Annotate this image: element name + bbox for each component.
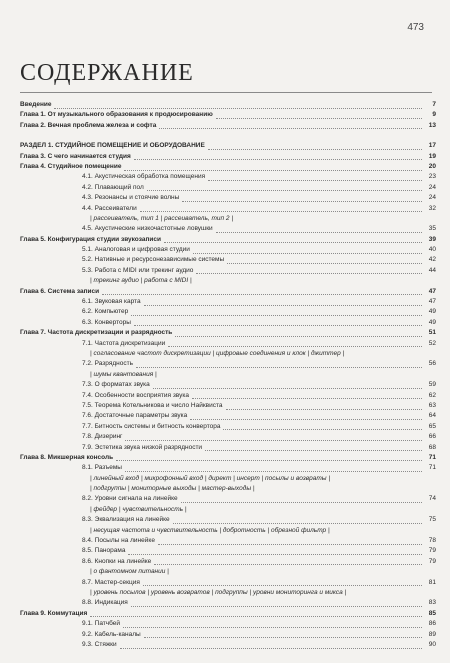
toc-page-number: 51 (428, 329, 436, 337)
toc-page-number: 47 (428, 298, 436, 306)
toc-section (20, 245, 436, 255)
toc-page-number: 19 (428, 152, 436, 160)
toc-section (20, 401, 436, 411)
toc-page-number: 63 (428, 401, 436, 409)
toc-leader-dots (192, 398, 422, 399)
toc-page-number: 75 (428, 516, 436, 524)
toc-leader-dots (134, 159, 422, 160)
toc-leader-dots (144, 637, 422, 638)
toc-chapter (20, 287, 436, 297)
toc-keywords (20, 526, 436, 536)
toc-spacer (20, 131, 436, 141)
toc-section (20, 183, 436, 193)
toc-page-number: 39 (428, 235, 436, 243)
toc-page-number: 62 (428, 391, 436, 399)
toc-section (20, 536, 436, 546)
toc-entry-title: 5.2. Нативные и ресурсонезависимые системы (82, 256, 225, 264)
toc-entry-title: | несущая частота и чувствительность | добротность | обрезной фильтр | (90, 526, 330, 534)
toc-section (20, 307, 436, 317)
toc-section (20, 640, 436, 650)
toc-leader-dots (223, 429, 422, 430)
toc-section (20, 224, 436, 234)
toc-section (20, 619, 436, 629)
toc-entry-title: 6.2. Компьютер (82, 308, 129, 316)
toc-entry-title: 8.8. Индикация (82, 599, 128, 607)
toc-entry-title: 7.9. Эстетика звука низкой разрядности (82, 443, 203, 451)
toc-chapter (20, 453, 436, 463)
toc-page-number: 35 (428, 225, 436, 233)
toc-leader-dots (193, 253, 422, 254)
toc-entry-title: 8.5. Панорама (82, 547, 126, 555)
toc-leader-dots (154, 564, 422, 565)
toc-leader-dots (216, 118, 422, 119)
toc-leader-dots (208, 149, 422, 150)
toc-section (20, 515, 436, 525)
toc-leader-dots (120, 648, 422, 649)
toc-leader-dots (102, 294, 422, 295)
toc-leader-dots (227, 263, 422, 264)
toc-keywords (20, 276, 436, 286)
toc-leader-dots (128, 554, 422, 555)
toc-leader-dots (159, 128, 422, 129)
toc-section (20, 598, 436, 608)
toc-leader-dots (205, 450, 422, 451)
toc-entry-title: 4.4. Рассеиватели (82, 204, 137, 212)
toc-keywords (20, 484, 436, 494)
toc-keywords (20, 349, 436, 359)
toc-page-number: 65 (428, 422, 436, 430)
toc-leader-dots (173, 523, 422, 524)
toc-entry-title: 4.2. Плавающий пол (82, 183, 144, 191)
toc-leader-dots (190, 419, 422, 420)
toc-entry-title: 8.6. Кнопки на линейке (82, 557, 152, 565)
toc-entry-title: 7.7. Битность системы и битность конвертора (82, 422, 221, 430)
toc-entry-title: Глава 5. Конфигурация студии звукозаписи (20, 235, 161, 243)
toc-chapter (20, 235, 436, 245)
toc-section (20, 443, 436, 453)
toc-page-number: 79 (428, 547, 436, 555)
toc-leader-dots (216, 232, 422, 233)
toc-page-number: 44 (428, 266, 436, 274)
toc-page-number: 59 (428, 381, 436, 389)
toc-leader-dots (181, 502, 422, 503)
toc-page-number: 64 (428, 412, 436, 420)
toc-entry-title: Глава 6. Система записи (20, 287, 100, 295)
toc-leader-dots (131, 606, 422, 607)
toc-leader-dots (136, 367, 422, 368)
toc-entry-title: 4.5. Акустические низкочастотные ловушки (82, 225, 213, 233)
toc-entry-title: | фейдер | чувствительность | (90, 505, 187, 513)
toc-leader-dots (131, 315, 422, 316)
toc-section (20, 380, 436, 390)
toc-page-number: 74 (428, 495, 436, 503)
toc-entry-title: 9.3. Стяжки (82, 640, 117, 648)
toc-leader-dots (147, 190, 422, 191)
toc-page-number: 66 (428, 433, 436, 441)
toc-page-number: 71 (428, 464, 436, 472)
toc-page-number: 49 (428, 318, 436, 326)
toc-section (20, 193, 436, 203)
toc-entry-title: Глава 3. С чего начинается студия (20, 152, 131, 160)
toc-entry-title: 6.1. Звуковая карта (82, 298, 141, 306)
toc-page-number: 68 (428, 443, 436, 451)
toc-page-number: 86 (428, 620, 436, 628)
toc-leader-dots (123, 627, 422, 628)
toc-page-number: 13 (428, 121, 436, 129)
toc-chapter (20, 110, 436, 120)
toc-section (20, 255, 436, 265)
toc-page-number: 40 (428, 246, 436, 254)
toc-entry-title: 9.1. Патчбей (82, 620, 121, 628)
toc-page-number: 42 (428, 256, 436, 264)
toc-section (20, 630, 436, 640)
toc-leader-dots (90, 616, 422, 617)
toc-keywords (20, 474, 436, 484)
toc-entry-title: | согласование частот дискретизации | цифровые соединения и клок | джиттер | (90, 349, 345, 357)
toc-leader-dots (153, 388, 422, 389)
toc-leader-dots (226, 409, 422, 410)
toc-section (20, 557, 436, 567)
toc-entry-title: 7.3. О форматах звука (82, 381, 150, 389)
toc-entry-title: Глава 4. Студийное помещение (20, 162, 122, 170)
toc-entry-title: 4.3. Резонансы и стоячие волны (82, 194, 180, 202)
toc-keywords (20, 370, 436, 380)
toc-page-number: 81 (428, 578, 436, 586)
toc-page-number: 90 (428, 640, 436, 648)
toc-page-number: 56 (428, 360, 436, 368)
toc-section (20, 411, 436, 421)
toc-section (20, 266, 436, 276)
toc-leader-dots (134, 325, 422, 326)
toc-entry-title: Введение (20, 101, 52, 108)
toc-entry-title: 9.2. Кабель-каналы (82, 630, 141, 638)
toc-page-number: 71 (428, 453, 436, 461)
toc-entry-title: Глава 7. Частота дискретизации и разрядность (20, 329, 173, 337)
toc-page-number: 89 (428, 630, 436, 638)
toc-leader-dots (158, 544, 422, 545)
toc-chapter (20, 609, 436, 619)
toc-section (20, 422, 436, 432)
toc-entry-title: Глава 1. От музыкального образования к продюсированию (20, 111, 213, 119)
toc-page-number: 20 (428, 162, 436, 170)
toc-entry-title: Глава 2. Вечная проблема железа и софта (20, 121, 157, 129)
toc-section (20, 172, 436, 182)
toc-section (20, 578, 436, 588)
toc-leader-dots (54, 108, 422, 109)
toc-leader-dots (168, 346, 422, 347)
toc-leader-dots (125, 440, 422, 441)
toc-page-number: 9 (432, 111, 436, 119)
toc-page-number: 17 (428, 142, 436, 150)
toc-section (20, 391, 436, 401)
toc-entry-title: РАЗДЕЛ 1. СТУДИЙНОЕ ПОМЕЩЕНИЕ И ОБОРУДОВАНИЕ (20, 142, 205, 150)
toc-chapter (20, 328, 436, 338)
toc-page-number: 32 (428, 204, 436, 212)
toc-entry-title: 8.3. Эквализация на линейке (82, 516, 170, 524)
toc-entry-title: 7.2. Разрядность (82, 360, 133, 368)
toc-entry-title: | подгруппы | мониторные выходы | мастер-выходы | (90, 485, 255, 493)
toc-section (20, 297, 436, 307)
toc-entry-title: | рассеиватель, тип 1 | рассеиватель, тип 2 | (90, 214, 234, 222)
toc-entry-title: | уровень посылов | уровень возвратов | подгруппы | уровни мониторинга и микса | (90, 588, 347, 596)
toc-page-number: 47 (428, 287, 436, 295)
toc-entry-title: 8.7. Мастер-секция (82, 578, 140, 586)
toc-entry-title: 5.1. Аналоговая и цифровая студии (82, 246, 190, 254)
toc-leader-dots (175, 336, 422, 337)
page-number: 473 (407, 22, 424, 33)
toc-section (20, 546, 436, 556)
toc-entry-title: 7.1. Частота дискретизации (82, 339, 166, 347)
toc-entry-title: | линейный вход | микрофонный вход | директ | инсерт | посылы и возвраты | (90, 474, 331, 482)
toc-page-number: 78 (428, 537, 436, 545)
toc-page-number: 49 (428, 308, 436, 316)
toc-page-number: 24 (428, 194, 436, 202)
page-title: СОДЕРЖАНИЕ (20, 60, 194, 86)
toc-keywords (20, 588, 436, 598)
toc-leader-dots (144, 305, 422, 306)
toc-entry-title: 7.5. Теорема Котельникова и число Найквиста (82, 401, 223, 409)
toc-chapter (20, 121, 436, 131)
toc-entry-title: | трекинг аудио | работа с MIDI | (90, 277, 192, 285)
toc-leader-dots (164, 242, 422, 243)
toc-entry-title: 5.3. Работа с MIDI или трекинг аудио (82, 266, 194, 274)
toc-entry-title: 7.4. Особенности восприятия звука (82, 391, 189, 399)
toc-page-number: 7 (432, 101, 436, 108)
toc-entry-title: 4.1. Акустическая обработка помещения (82, 173, 206, 181)
toc-leader-dots (116, 460, 422, 461)
toc-page-number: 79 (428, 557, 436, 565)
toc-entry-title: 7.6. Достаточные параметры звука (82, 412, 188, 420)
toc-leader-dots (124, 170, 422, 171)
toc-leader-dots (182, 201, 422, 202)
toc-entry-title: Глава 9. Коммутация (20, 609, 88, 617)
toc-keywords (20, 567, 436, 577)
toc-entry-title: 7.8. Дизеринг (82, 433, 123, 441)
toc-leader-dots (196, 273, 422, 274)
toc-page-number: 85 (428, 609, 436, 617)
toc-section (20, 463, 436, 473)
toc-page-number: 23 (428, 173, 436, 181)
toc-page-number: 52 (428, 339, 436, 347)
toc-entry-title: 8.1. Разъемы (82, 464, 122, 472)
toc-entry-title: 8.2. Уровни сигнала на линейке (82, 495, 178, 503)
toc-keywords (20, 505, 436, 515)
toc-keywords (20, 214, 436, 224)
toc-entry-title: 6.3. Конверторы (82, 318, 131, 326)
toc-leader-dots (208, 180, 422, 181)
toc-section (20, 339, 436, 349)
toc-leader-dots (140, 211, 422, 212)
toc-page-number: 24 (428, 183, 436, 191)
toc-section (20, 359, 436, 369)
table-of-contents (20, 100, 436, 650)
toc-section (20, 494, 436, 504)
toc-entry-title: | о фантомном питании | (90, 568, 169, 576)
toc-chapter (20, 162, 436, 172)
toc-section (20, 432, 436, 442)
title-divider (20, 92, 432, 93)
toc-page-number: 83 (428, 599, 436, 607)
toc-leader-dots (143, 585, 422, 586)
toc-entry-title: | шумы квантования | (90, 370, 157, 378)
toc-entry-title: Глава 8. Микшерная консоль (20, 453, 114, 461)
toc-section (20, 318, 436, 328)
toc-section (20, 204, 436, 214)
toc-chapter (20, 152, 436, 162)
toc-chapter (20, 141, 436, 151)
toc-chapter (20, 100, 436, 110)
toc-entry-title: 8.4. Посылы на линейке (82, 537, 155, 545)
toc-leader-dots (125, 471, 422, 472)
